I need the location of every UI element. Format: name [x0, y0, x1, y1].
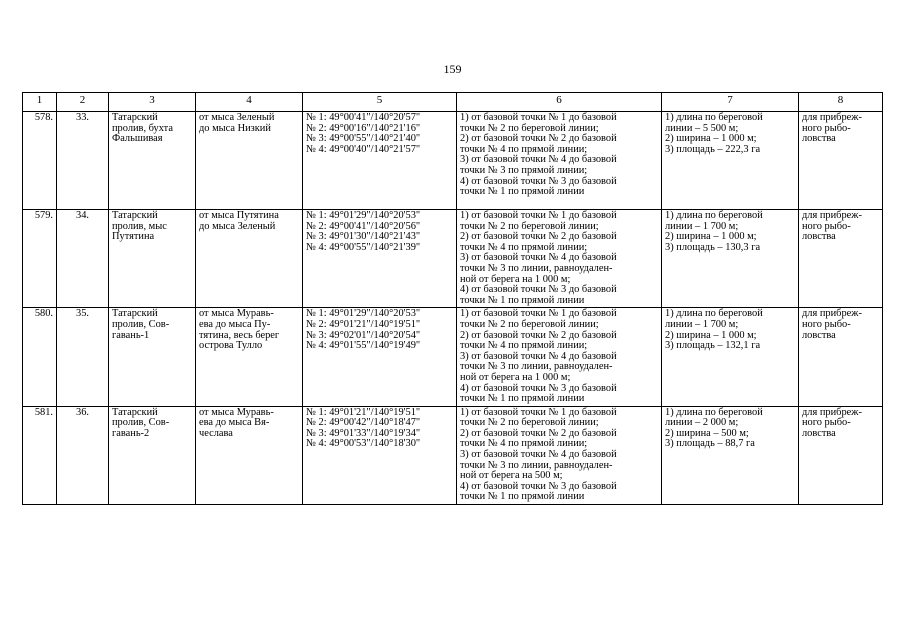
coordinate-point: № 1: 49°00'41"/140°20'57" [306, 112, 421, 123]
size-cell: 1) длина по береговой линии – 2 000 м; 2) ширина – 500 м; 3) площадь – 88,7 га [662, 406, 799, 504]
borders-cell: 1) от базовой точки № 1 до базовой точки № 2 по береговой линии; 2) от базовой точки № 2 до базовой точки № 4 по прямой линии; 3) от базовой точки № 4 до базовой точки № 3 по линии, равноудален- ной от берега на 1 000 м; 4) от базовой точки № 3 до базовой точки № 1 по прямой линии [457, 308, 662, 406]
size-cell: 1) длина по береговой линии – 5 500 м; 2) ширина – 1 000 м; 3) площадь – 222,3 га [662, 112, 799, 210]
purpose-cell: для прибреж- ного рыбо- ловства [799, 112, 883, 210]
coordinate-point: № 1: 49°01'29"/140°20'53" [306, 308, 421, 320]
coordinate-point: № 1: 49°01'21"/140°19'51" [306, 406, 421, 418]
row-number: 579. [23, 210, 57, 308]
row-number: 578. [23, 112, 57, 210]
coordinates-cell [303, 308, 457, 406]
col-header: 1 [23, 93, 57, 112]
coordinate-point: № 2: 49°00'16"/140°21'16" [306, 122, 421, 134]
boundaries-cell: от мыса Зеленый до мыса Низкий [196, 112, 303, 210]
page-number: 159 [443, 62, 462, 76]
location-cell: Татарский пролив, бухта Фальшивая [109, 112, 196, 210]
coordinates-cell [303, 406, 457, 504]
coordinate-point: № 2: 49°00'41"/140°20'56" [306, 220, 421, 232]
purpose-cell: для прибреж- ного рыбо- ловства [799, 406, 883, 504]
boundaries-cell: от мыса Муравь- ева до мыса Пу- тятина, весь берег острова Тулло [196, 308, 303, 406]
col-header: 3 [109, 93, 196, 112]
table-row [23, 210, 883, 308]
table-row [23, 308, 883, 406]
col-header: 7 [662, 93, 799, 112]
col-header: 6 [457, 93, 662, 112]
coordinate-point: № 4: 49°00'55"/140°21'39" [306, 241, 421, 253]
purpose-cell: для прибреж- ного рыбо- ловства [799, 308, 883, 406]
coordinate-point: № 3: 49°00'55"/140°21'40" [306, 133, 421, 145]
coordinates-cell [303, 210, 457, 308]
boundaries-cell: от мыса Муравь- ева до мыса Вя- чеслава [196, 406, 303, 504]
fishing-areas-table [22, 92, 883, 505]
col-header: 8 [799, 93, 883, 112]
coordinate-point: № 2: 49°01'21"/140°19'51" [306, 318, 421, 330]
location-cell: Татарский пролив, Сов- гавань-2 [109, 406, 196, 504]
coordinate-point: № 3: 49°01'33"/140°19'34" [306, 427, 421, 439]
location-cell: Татарский пролив, мыс Путятина [109, 210, 196, 308]
row-number: 580. [23, 308, 57, 406]
coordinate-point: № 4: 49°01'55"/140°19'49" [306, 340, 421, 352]
size-cell: 1) длина по береговой линии – 1 700 м; 2) ширина – 1 000 м; 3) площадь – 130,3 га [662, 210, 799, 308]
table-row [23, 406, 883, 504]
col-header: 2 [57, 93, 109, 112]
col-header: 5 [303, 93, 457, 112]
coordinate-point: № 3: 49°02'01"/140°20'54" [306, 329, 421, 341]
sub-number: 35. [57, 308, 109, 406]
row-number: 581. [23, 406, 57, 504]
purpose-cell: для прибреж- ного рыбо- ловства [799, 210, 883, 308]
size-cell: 1) длина по береговой линии – 1 700 м; 2) ширина – 1 000 м; 3) площадь – 132,1 га [662, 308, 799, 406]
coordinate-point: № 4: 49°00'40"/140°21'57" [306, 143, 421, 155]
header-row [23, 93, 883, 112]
location-cell: Татарский пролив, Сов- гавань-1 [109, 308, 196, 406]
coordinate-point: № 1: 49°01'29"/140°20'53" [306, 210, 421, 221]
sub-number: 36. [57, 406, 109, 504]
col-header: 4 [196, 93, 303, 112]
borders-cell: 1) от базовой точки № 1 до базовой точки № 2 по береговой линии; 2) от базовой точки № 2 до базовой точки № 4 по прямой линии; 3) от базовой точки № 4 до базовой точки № 3 по линии, равноудален- ной от берега на 500 м; 4) от базовой точки № 3 до базовой точки № 1 по прямой линии [457, 406, 662, 504]
table-row [23, 112, 883, 210]
coordinate-point: № 3: 49°01'30"/140°21'43" [306, 231, 421, 243]
borders-cell: 1) от базовой точки № 1 до базовой точки № 2 по береговой линии; 2) от базовой точки № 2 до базовой точки № 4 по прямой линии; 3) от базовой точки № 4 до базовой точки № 3 по прямой линии; 4) от базовой точки № 3 до базовой точки № 1 по прямой линии [457, 112, 662, 210]
coordinate-point: № 2: 49°00'42"/140°18'47" [306, 417, 421, 429]
borders-cell: 1) от базовой точки № 1 до базовой точки № 2 по береговой линии; 2) от базовой точки № 2 до базовой точки № 4 по прямой линии; 3) от базовой точки № 4 до базовой точки № 3 по линии, равноудален- ной от берега на 1 000 м; 4) от базовой точки № 3 до базовой точки № 1 по прямой линии [457, 210, 662, 308]
coordinate-point: № 4: 49°00'53"/140°18'30" [306, 438, 421, 450]
sub-number: 34. [57, 210, 109, 308]
boundaries-cell: от мыса Путятина до мыса Зеленый [196, 210, 303, 308]
coordinates-cell [303, 112, 457, 210]
sub-number: 33. [57, 112, 109, 210]
